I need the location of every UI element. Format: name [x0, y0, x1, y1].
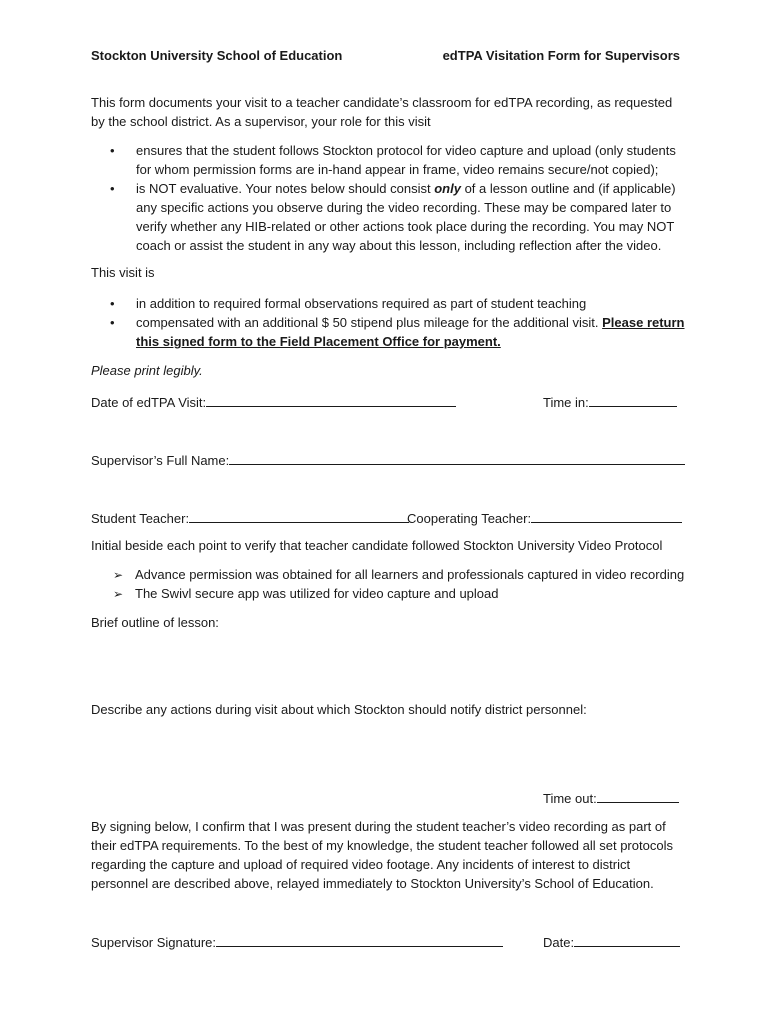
bullet-icon: • [110, 143, 115, 158]
header-institution: Stockton University School of Education [91, 48, 343, 63]
header-form-title: edTPA Visitation Form for Supervisors [442, 48, 680, 63]
signature-date-field [543, 932, 680, 952]
supervisor-name-label: Supervisor’s Full Name: [91, 453, 230, 468]
bullet-icon: • [110, 315, 115, 330]
role-bullet-1-text: ensures that the student follows Stockton protocol for video capture and upload (only students for whom permission forms are in-hand appear in frame, video remains secure/not copied); [136, 143, 676, 177]
bullet-icon: • [110, 181, 115, 196]
time-out-input-line[interactable] [597, 788, 679, 803]
visit-date-field [91, 392, 456, 412]
lesson-outline-area[interactable] [91, 634, 681, 696]
student-teacher-label: Student Teacher: [91, 511, 190, 526]
visit-bullet-1-text: in addition to required formal observations required as part of student teaching [136, 296, 587, 311]
role-bullet-2-text-post: of a lesson outline and (if applicable) any specific actions you observe during the video recording. These may be compared later to verify whether any HIB-related or other actions took place during the recording. You may NOT coach or assist the student in any way about this lesson, including reflection after the video. [136, 181, 676, 253]
initial-instruction: Initial beside each point to verify that teacher candidate followed Stockton University Video Protocol [91, 538, 663, 553]
return-form-instruction: Please return this signed form to the Field Placement Office for payment. [136, 315, 685, 349]
bullet-icon: • [110, 296, 115, 311]
visit-date-label: Date of edTPA Visit: [91, 395, 207, 410]
visit-bullet-list [110, 294, 685, 351]
role-bullet-2-emphasis: only [434, 181, 461, 196]
time-in-field [543, 392, 677, 412]
time-out-field [543, 788, 679, 808]
protocol-item-1[interactable] [113, 566, 684, 584]
visit-bullet-2-text: compensated with an additional $ 50 stipend plus mileage for the additional visit. [136, 315, 603, 330]
role-bullet-2 [110, 179, 685, 255]
print-legibly-note: Please print legibly. [91, 363, 203, 378]
signature-date-label: Date: [543, 935, 575, 950]
visit-bullet-1 [110, 294, 685, 313]
actions-area[interactable] [91, 722, 681, 782]
student-teacher-input-line[interactable] [189, 508, 409, 523]
time-in-input-line[interactable] [589, 392, 677, 407]
time-in-label: Time in: [543, 395, 589, 410]
supervisor-name-input-line[interactable] [229, 450, 685, 465]
lesson-outline-label: Brief outline of lesson: [91, 615, 219, 630]
protocol-item-2[interactable] [113, 585, 499, 603]
cooperating-teacher-input-line[interactable] [531, 508, 682, 523]
visit-date-input-line[interactable] [206, 392, 456, 407]
arrow-bullet-icon: ➢ [113, 587, 124, 601]
visit-bullet-2 [110, 313, 685, 351]
actions-label: Describe any actions during visit about which Stockton should notify district personnel: [91, 702, 587, 717]
arrow-bullet-icon: ➢ [113, 568, 124, 582]
signature-date-input-line[interactable] [574, 932, 680, 947]
student-teacher-field [91, 508, 409, 528]
supervisor-name-field [91, 450, 685, 470]
signature-field [91, 932, 503, 952]
role-bullet-1 [110, 141, 685, 179]
signature-input-line[interactable] [216, 932, 503, 947]
protocol-item-2-text: The Swivl secure app was utilized for video capture and upload [135, 586, 499, 601]
protocol-item-1-text: Advance permission was obtained for all learners and professionals captured in video recording [135, 567, 685, 582]
cooperating-teacher-field [407, 508, 682, 528]
visit-is-label: This visit is [91, 265, 155, 280]
signature-label: Supervisor Signature: [91, 935, 217, 950]
time-out-label: Time out: [543, 791, 597, 806]
intro-paragraph: This form documents your visit to a teacher candidate’s classroom for edTPA recording, as requested by the school district. As a supervisor, your role for this visit [91, 95, 673, 129]
confirmation-paragraph: By signing below, I confirm that I was present during the student teacher’s video recording as part of their edTPA requirements. To the best of my knowledge, the student teacher followed all set protocols regarding the capture and upload of required video footage. Any incidents of interest to district personnel are described above, relayed immediately to Stockton University’s School of Education. [91, 819, 673, 891]
role-bullet-2-text-pre: is NOT evaluative. Your notes below should consist [136, 181, 435, 196]
role-bullet-list [110, 141, 685, 255]
cooperating-teacher-label: Cooperating Teacher: [407, 511, 532, 526]
